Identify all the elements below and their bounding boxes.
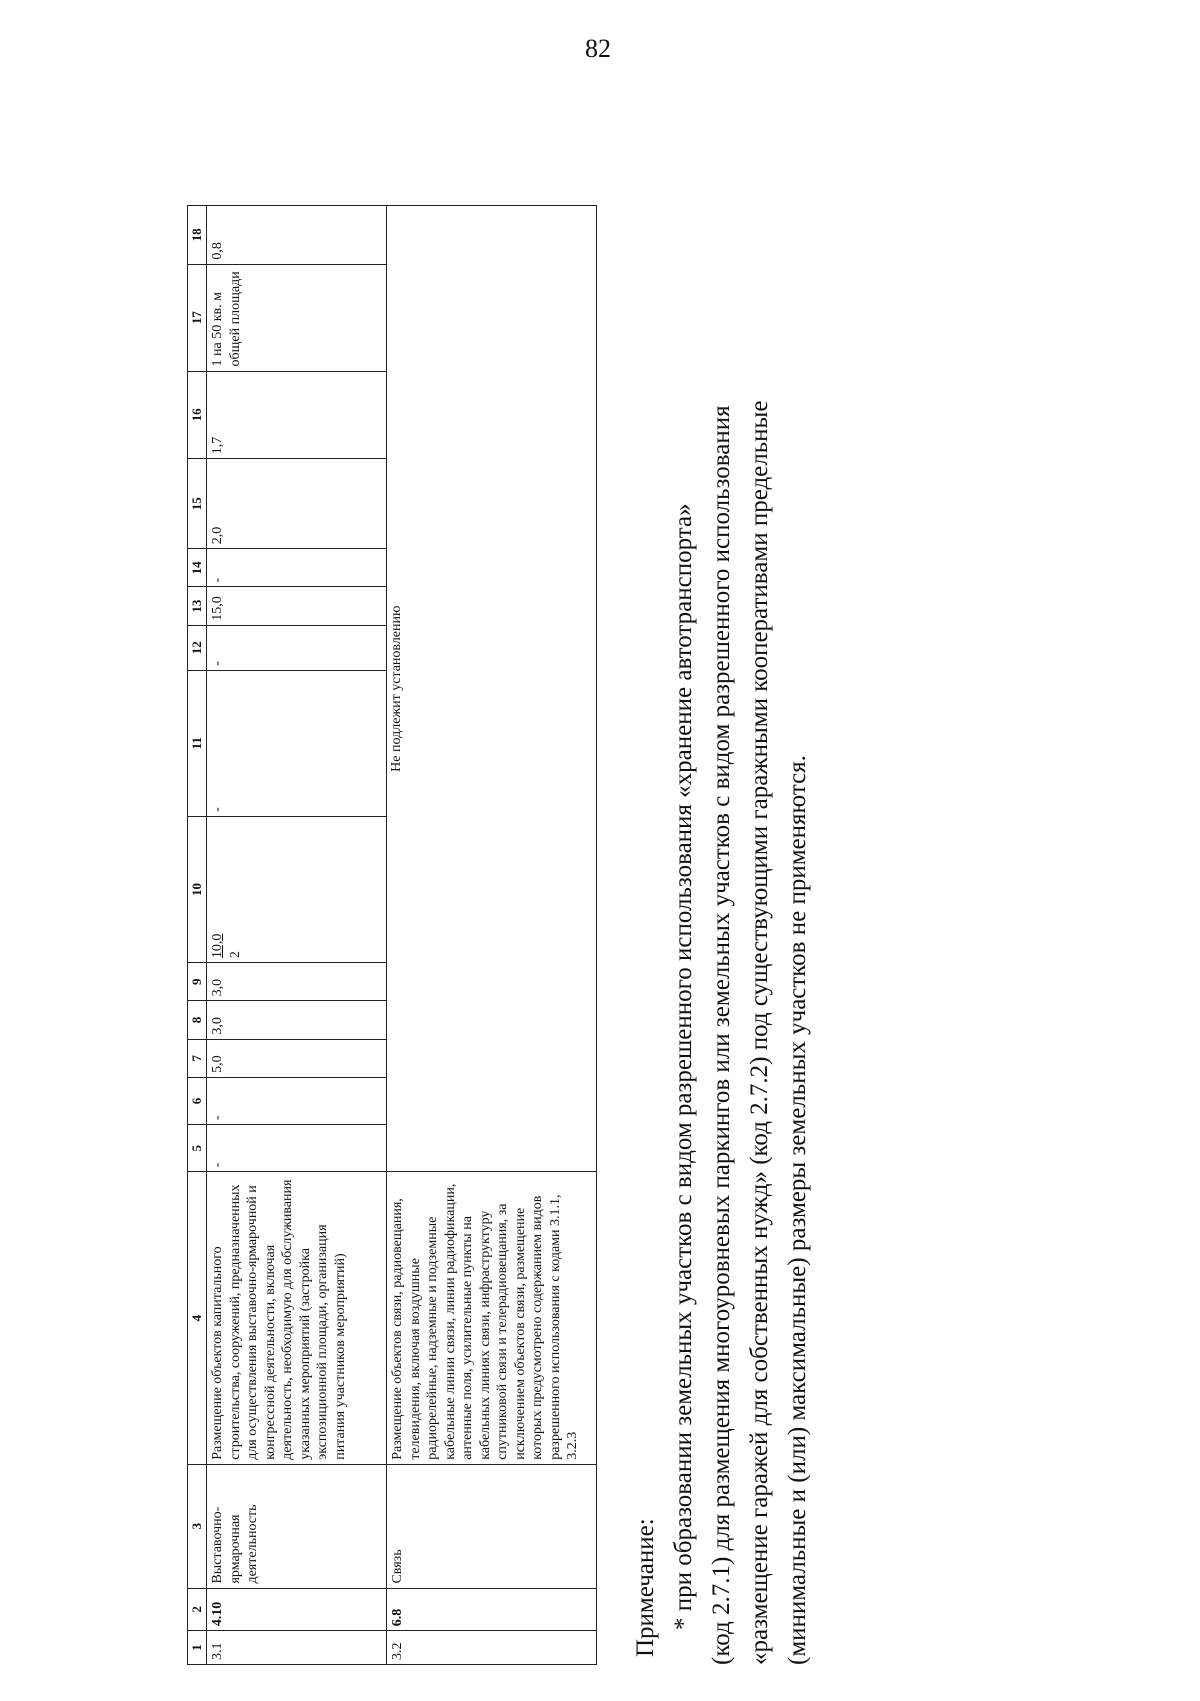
header-cell: 2 xyxy=(188,1588,207,1631)
table-row xyxy=(387,206,597,1665)
header-cell: 11 xyxy=(188,670,207,816)
cell-11: - xyxy=(207,670,387,816)
rotated-content xyxy=(187,105,857,1665)
header-cell: 7 xyxy=(188,1039,207,1077)
note-section xyxy=(627,135,817,1665)
header-cell: 5 xyxy=(188,1125,207,1172)
row-name: Выставочно-ярмарочная деятельность xyxy=(207,1464,387,1588)
header-row xyxy=(188,206,207,1665)
header-cell: 6 xyxy=(188,1077,207,1124)
row-code: 6.8 xyxy=(387,1588,597,1631)
row-number: 3.1 xyxy=(207,1631,387,1665)
cell-14: - xyxy=(207,549,387,587)
note-line: «размещение гаражей для собственных нужд» (код 2.7.2) под существующими гаражными кооперативами предельные xyxy=(746,400,773,1665)
header-cell: 4 xyxy=(188,1172,207,1464)
header-cell: 13 xyxy=(188,587,207,625)
regulations-table xyxy=(187,205,597,1665)
row-name: Связь xyxy=(387,1464,597,1588)
cell-6: - xyxy=(207,1077,387,1124)
cell-10-numerator: 10,0 xyxy=(210,933,226,959)
cell-10-denominator: 2 xyxy=(227,951,243,959)
merged-cell xyxy=(387,206,597,1172)
row-description: Размещение объектов связи, радиовещания, телевидения, включая воздушные радиорелейные, надземные и подземные кабельные линии связи, линии радиофикации, антенные поля, усилительные пункты на кабельных линиях связи, инфраструктуру спутниковой связи и телерадиовещания, за исключением объектов связи, размещение которых предусмотрено содержанием видов разрешенного использования с кодами 3.1.1, 3.2.3 xyxy=(387,1172,597,1464)
header-cell: 15 xyxy=(188,459,207,549)
header-cell: 17 xyxy=(188,264,207,371)
not-applicable-text: Не подлежит установлению xyxy=(389,605,404,772)
note-line: (минимальные и (или) максимальные) размеры земельных участков не применяются. xyxy=(784,755,811,1665)
cell-12: - xyxy=(207,625,387,670)
cell-18: 0,8 xyxy=(207,206,387,265)
note-title: Примечание: xyxy=(632,1518,659,1657)
note-line: (код 2.7.1) для размещения многоуровневых паркингов или земельных участков с видом разрешенного использования xyxy=(708,405,735,1665)
cell-8: 3,0 xyxy=(207,1001,387,1039)
cell-9: 3,0 xyxy=(207,963,387,1001)
header-cell: 3 xyxy=(188,1464,207,1588)
cell-5: - xyxy=(207,1125,387,1172)
header-cell: 10 xyxy=(188,816,207,962)
header-cell: 16 xyxy=(188,371,207,459)
cell-7: 5,0 xyxy=(207,1039,387,1077)
cell-16: 1,7 xyxy=(207,371,387,459)
page-number: 82 xyxy=(585,34,611,63)
row-number: 3.2 xyxy=(387,1631,597,1665)
header-cell: 9 xyxy=(188,963,207,1001)
header-cell: 8 xyxy=(188,1001,207,1039)
cell-15: 2,0 xyxy=(207,459,387,549)
header-cell: 14 xyxy=(188,549,207,587)
row-description: Размещение объектов капитального строительства, сооружений, предназначенных для осуществления выставочно-ярмарочной и конгрессной деятельности, включая деятельность, необходимую для обслуживания указанных мероприятий (застройка экспозиционной площади, организация питания участников мероприятий) xyxy=(207,1172,387,1464)
cell-10 xyxy=(207,816,387,962)
row-code: 4.10 xyxy=(207,1588,387,1631)
cell-17: 1 на 50 кв. м общей площади xyxy=(207,264,387,371)
header-cell: 18 xyxy=(188,206,207,265)
table-row xyxy=(207,206,387,1665)
note-line: * при образовании земельных участков с видом разрешенного использования «хранение автотранспорта» xyxy=(670,503,697,1630)
header-cell: 12 xyxy=(188,625,207,670)
header-cell: 1 xyxy=(188,1631,207,1665)
cell-13: 15,0 xyxy=(207,587,387,625)
